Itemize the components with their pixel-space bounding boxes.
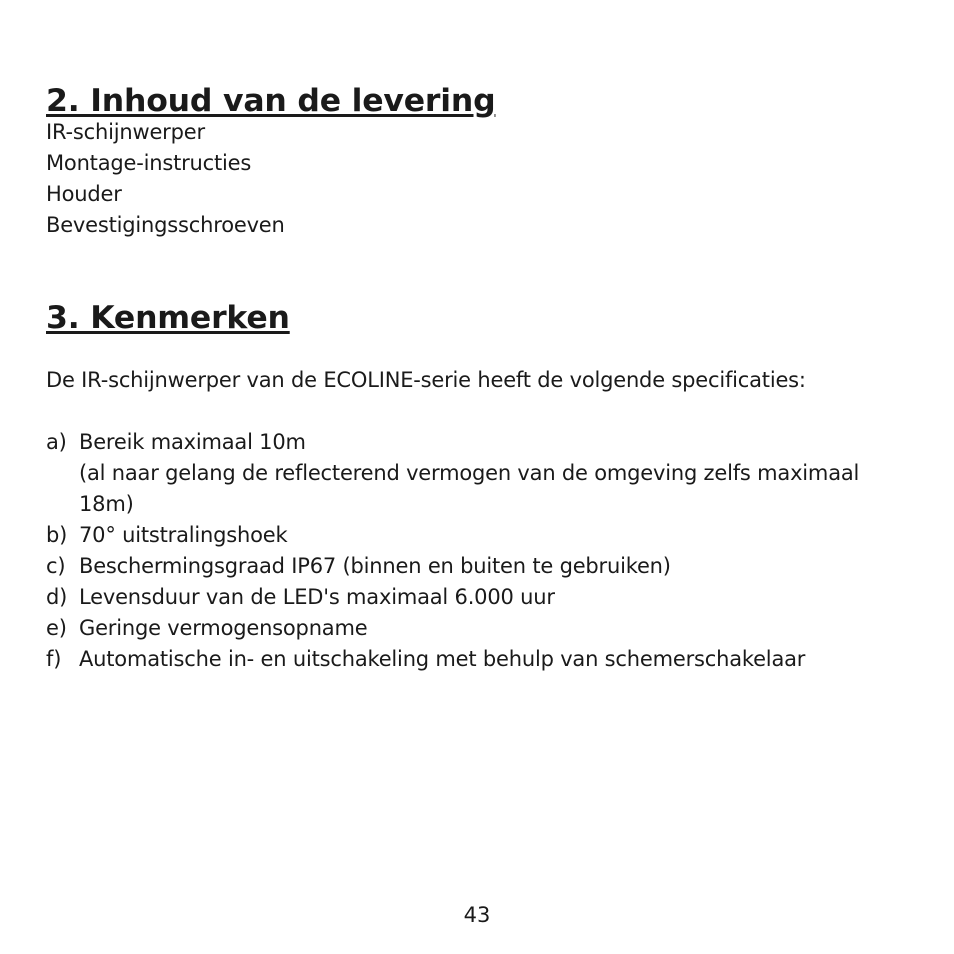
spec-letter: e) — [46, 616, 67, 640]
section-heading-delivery: 2. Inhoud van de levering — [46, 83, 496, 119]
delivery-item: Houder — [46, 182, 122, 206]
spec-item-b — [46, 520, 906, 551]
spec-item-e — [46, 613, 906, 644]
delivery-item: Bevestigingsschroeven — [46, 213, 285, 237]
spec-text: Levensduur van de LED's maximaal 6.000 uur — [79, 585, 555, 609]
spec-item-f — [46, 644, 906, 675]
delivery-item: Montage-instructies — [46, 151, 252, 175]
spec-letter: b) — [46, 523, 68, 547]
section-heading-features: 3. Kenmerken — [46, 300, 290, 336]
section-spacer — [46, 241, 906, 303]
spec-item-a — [46, 427, 906, 520]
paragraph-spacer — [46, 334, 906, 365]
spec-letter: f) — [46, 647, 62, 671]
spec-letter: d) — [46, 585, 68, 609]
spec-item-c — [46, 551, 906, 582]
spec-text — [79, 427, 906, 520]
page-number: 43 — [463, 903, 491, 927]
spec-text: Geringe vermogensopname — [79, 616, 368, 640]
paragraph-spacer — [46, 396, 906, 427]
features-intro: De IR-schijnwerper van de ECOLINE-serie heeft de volgende specificaties: — [46, 368, 806, 392]
spec-text: Automatische in- en uitschakeling met behulp van schemerschakelaar — [79, 647, 806, 671]
spec-main-text: Bereik maximaal 10m — [79, 430, 306, 454]
spec-item-d — [46, 582, 906, 613]
spec-list — [46, 427, 906, 675]
spec-text: Beschermingsgraad IP67 (binnen en buiten te gebruiken) — [79, 554, 671, 578]
document-page — [46, 83, 906, 675]
spec-letter: c) — [46, 554, 66, 578]
delivery-item: IR-schijnwerper — [46, 120, 205, 144]
spec-note: (al naar gelang de reflecterend vermogen van de omgeving zelfs maximaal 18m) — [79, 461, 860, 516]
delivery-list — [46, 117, 906, 241]
spec-text: 70° uitstralingshoek — [79, 523, 288, 547]
spec-letter: a) — [46, 430, 67, 454]
